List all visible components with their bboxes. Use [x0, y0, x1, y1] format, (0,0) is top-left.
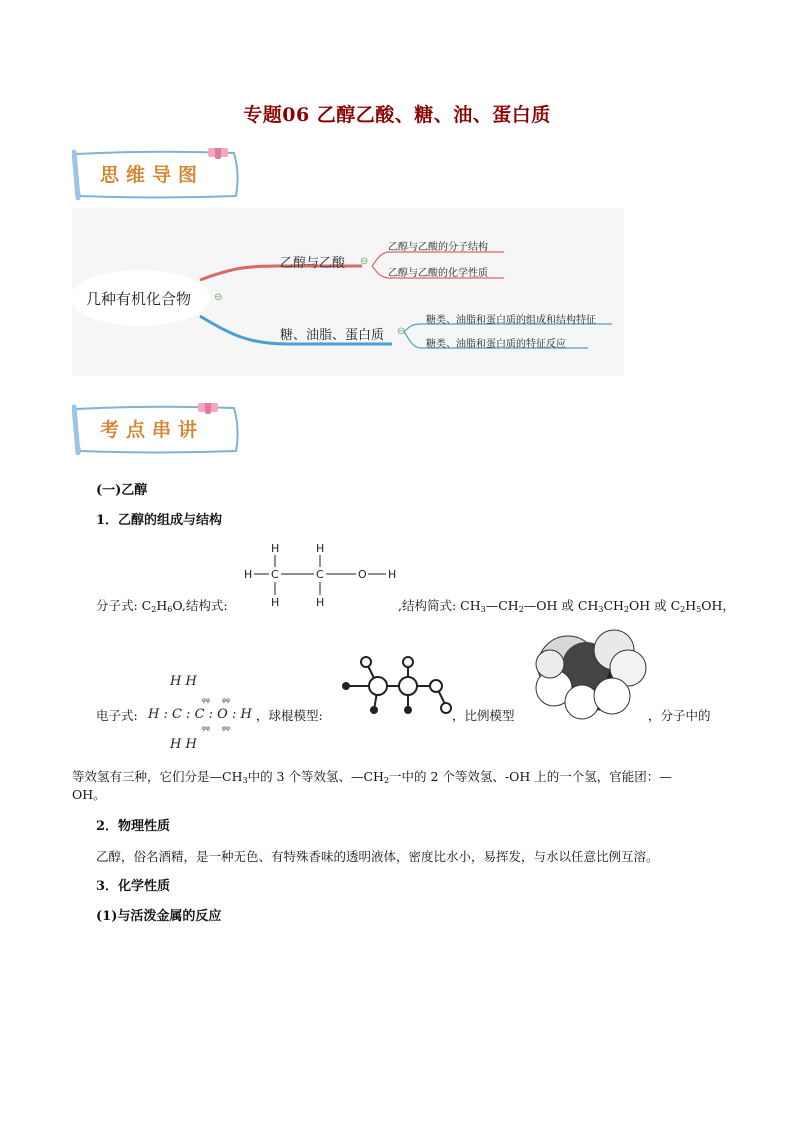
mindmap-branch-1: 乙醇与乙酸 [280, 256, 346, 271]
condensed-formula: ,结构简式: $CH_3—CH_2—OH$ 或 $CH_3CH_2OH$ 或 $C_2H_5OH$， [398, 598, 735, 614]
mindmap [72, 208, 624, 376]
atom-label: H [388, 568, 397, 581]
mindmap-root: 几种有机化合物 [86, 290, 192, 308]
heading-chemical: 3．化学性质 [96, 879, 171, 894]
svg-text:φφ: φφ [202, 697, 210, 704]
structural-formula [240, 540, 405, 612]
svg-text:φφ: φφ [222, 725, 230, 732]
heading-physical: 2．物理性质 [96, 819, 171, 834]
mindmap-banner [72, 148, 242, 200]
electron-formula [146, 670, 258, 752]
electron-label: 电子式: [96, 708, 138, 723]
heading-metal-reaction: (1)与活泼金属的反应 [96, 909, 222, 924]
collapse-icon[interactable]: ⊖ [214, 292, 223, 303]
atom-label: H [244, 568, 253, 581]
atom-label: C [271, 568, 279, 581]
physical-text: 乙醇，俗名酒精，是一种无色、有特殊香味的透明液体，密度比水小，易挥发，与水以任意比例互溶。 [96, 849, 659, 864]
svg-text:H H: H H [170, 674, 197, 689]
banner-text: 考点串讲 [100, 419, 205, 441]
keypoints-banner [72, 403, 242, 455]
space-fill-label: ，比例模型 [452, 708, 515, 723]
collapse-icon[interactable]: ⊖ [360, 256, 369, 267]
svg-text:H H: H H [170, 737, 197, 752]
svg-text:φφ: φφ [202, 725, 210, 732]
equiv-hydrogen-text-end: OH。 [72, 787, 106, 802]
heading-composition: 1．乙醇的组成与结构 [96, 513, 223, 528]
mindmap-leaf: 糖类、油脂和蛋白质的特征反应 [426, 339, 566, 350]
ball-stick-model-icon [338, 654, 458, 724]
svg-text:φφ: φφ [222, 697, 230, 704]
svg-text:H : C : C : O : H: H : C : C : O : H [148, 707, 252, 722]
atom-label: O [358, 568, 367, 581]
equiv-hydrogen-text: 等效氢有三种，它们分是$—CH_3$中的 3 个等效氢、$—CH_2$一中的 2 个等效氢、-OH 上的一个氢，官能团：— [72, 769, 672, 785]
atom-label: H [271, 542, 280, 555]
section-heading: (一)乙醇 [96, 483, 148, 498]
tail-text: ，分子中的 [648, 708, 711, 723]
page-title: 专题06 乙醇乙酸、糖、油、蛋白质 [243, 104, 551, 126]
atom-label: H [271, 596, 280, 609]
collapse-icon[interactable]: ⊖ [397, 326, 406, 337]
mindmap-leaf: 糖类、油脂和蛋白质的组成和结构特征 [426, 315, 596, 326]
atom-label: C [316, 568, 324, 581]
atom-label: H [316, 542, 325, 555]
mindmap-branch-2: 糖、油脂、蛋白质 [280, 328, 385, 343]
space-filling-model-icon [524, 626, 652, 722]
banner-text: 思维导图 [100, 164, 205, 186]
atom-label: H [316, 596, 325, 609]
ball-stick-label: ，球棍模型: [256, 708, 323, 723]
mindmap-leaf: 乙醇与乙酸的分子结构 [388, 242, 488, 253]
mindmap-leaf: 乙醇与乙酸的化学性质 [388, 268, 488, 279]
formula-line: 分子式: $C_2H_6O$,结构式: [96, 598, 228, 614]
